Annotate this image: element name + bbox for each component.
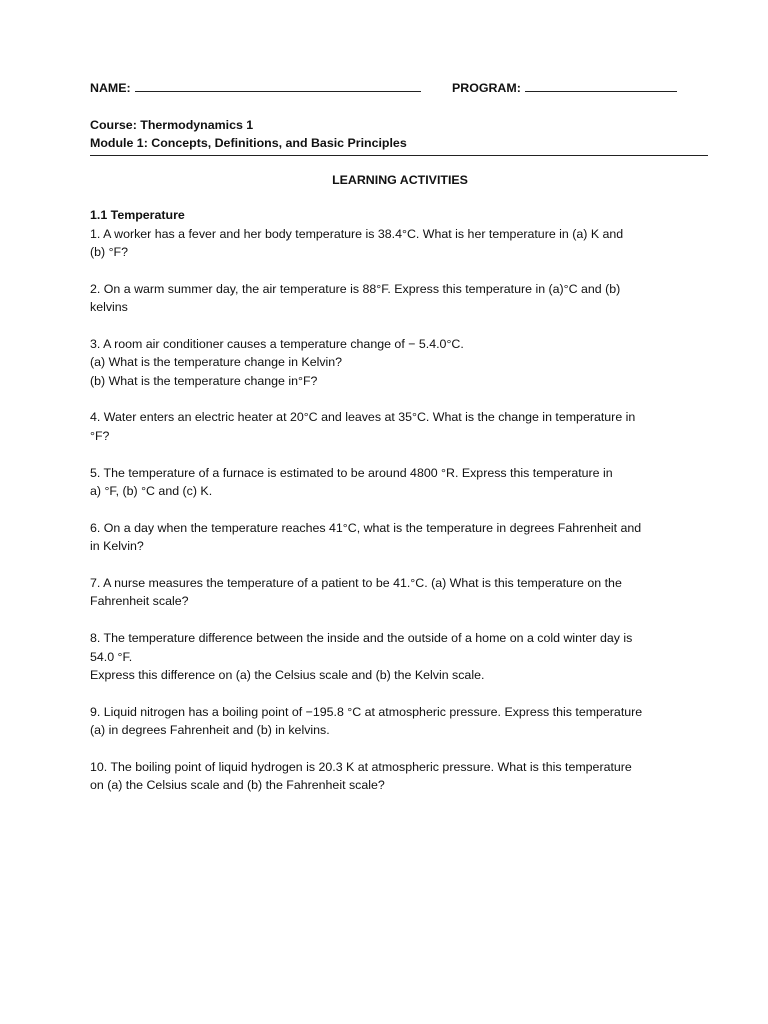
question-item [90, 574, 710, 611]
question-text-line: 3. A room air conditioner causes a temperature change of − 5.4.0°C. [90, 336, 464, 351]
program-blank-line [525, 78, 677, 92]
question-text-line: 8. The temperature difference between the inside and the outside of a home on a cold winter day is [90, 631, 633, 646]
question-text-line: 5. The temperature of a furnace is estimated to be around 4800 °R. Express this temperature in [90, 465, 613, 480]
question-text-line: in Kelvin? [90, 539, 144, 554]
question-text-line: (b) What is the temperature change in°F? [90, 373, 318, 388]
question-item [90, 758, 710, 795]
question-item [90, 629, 710, 684]
question-item [90, 335, 710, 390]
questions-list [90, 225, 710, 795]
header-divider [90, 155, 708, 156]
course-title: Course: Thermodynamics 1 [90, 118, 254, 132]
question-text-line: 10. The boiling point of liquid hydrogen is 20.3 K at atmospheric pressure. What is this temperature [90, 759, 632, 774]
header-row [90, 78, 710, 96]
section-title: LEARNING ACTIVITIES [332, 172, 468, 187]
question-text-line: 9. Liquid nitrogen has a boiling point of −195.8 °C at atmospheric pressure. Express this temperature [90, 704, 643, 719]
question-text-line: Express this difference on (a) the Celsius scale and (b) the Kelvin scale. [90, 667, 485, 682]
question-text-line: 4. Water enters an electric heater at 20°C and leaves at 35°C. What is the change in temperature in [90, 410, 636, 425]
question-text-line: °F? [90, 428, 110, 443]
question-text-line: (b) °F? [90, 244, 129, 259]
question-item [90, 519, 710, 556]
question-item [90, 408, 710, 445]
question-text-line: 7. A nurse measures the temperature of a patient to be 41.°C. (a) What is this temperature on the [90, 575, 622, 590]
question-text-line: 54.0 °F. [90, 649, 133, 664]
question-text-line: (a) What is the temperature change in Kelvin? [90, 355, 343, 370]
question-text-line: 1. A worker has a fever and her body temperature is 38.4°C. What is her temperature in (a) K and [90, 226, 624, 241]
question-text-line: 6. On a day when the temperature reaches 41°C, what is the temperature in degrees Fahrenheit and [90, 520, 642, 535]
module-title: Module 1: Concepts, Definitions, and Basic Principles [90, 136, 407, 151]
question-text-line: a) °F, (b) °C and (c) K. [90, 484, 213, 499]
question-item [90, 703, 710, 740]
name-label: NAME: [90, 81, 131, 95]
question-item [90, 280, 710, 317]
question-text-line: 2. On a warm summer day, the air temperature is 88°F. Express this temperature in (a)°C and (b) [90, 281, 621, 296]
question-text-line: Fahrenheit scale? [90, 594, 189, 609]
name-blank-line [135, 78, 421, 92]
question-item [90, 464, 710, 501]
document-page [90, 78, 710, 795]
subsection-title: 1.1 Temperature [90, 208, 185, 223]
question-text-line: (a) in degrees Fahrenheit and (b) in kelvins. [90, 723, 330, 738]
question-text-line: kelvins [90, 300, 128, 315]
program-label: PROGRAM: [452, 81, 521, 95]
name-field [90, 78, 426, 96]
question-item [90, 225, 710, 262]
program-field [452, 78, 677, 96]
question-text-line: on (a) the Celsius scale and (b) the Fahrenheit scale? [90, 778, 385, 793]
course-block [90, 116, 710, 153]
